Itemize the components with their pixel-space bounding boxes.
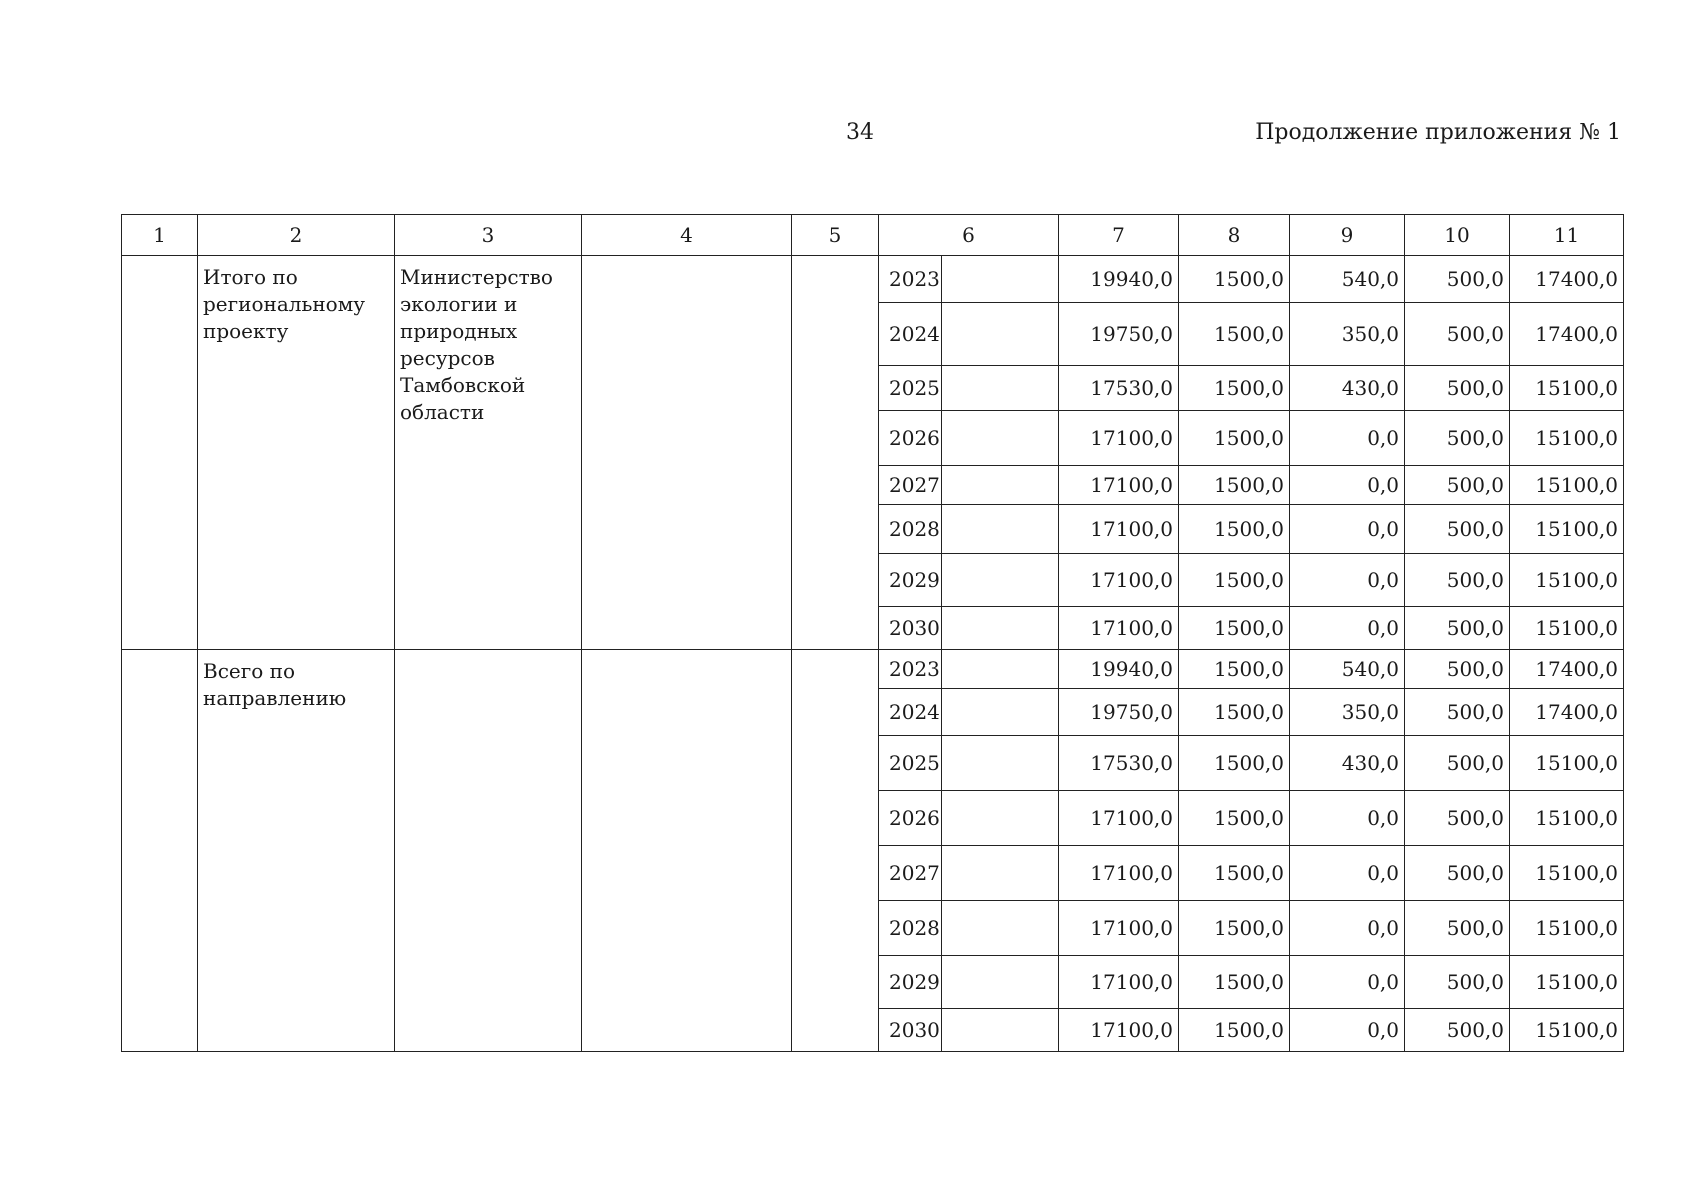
empty-cell bbox=[942, 736, 1059, 791]
year-cell: 2028 bbox=[879, 901, 942, 956]
value-col11: 15100,0 bbox=[1510, 791, 1624, 846]
value-col7: 17100,0 bbox=[1059, 505, 1179, 554]
value-col11: 17400,0 bbox=[1510, 303, 1624, 366]
group-label: Итого по региональному проекту bbox=[198, 256, 395, 650]
value-col7: 17530,0 bbox=[1059, 366, 1179, 411]
value-col7: 17100,0 bbox=[1059, 466, 1179, 505]
year-cell: 2026 bbox=[879, 411, 942, 466]
value-col11: 15100,0 bbox=[1510, 736, 1624, 791]
responsible-executor bbox=[395, 650, 582, 1052]
column-number-row bbox=[122, 215, 1624, 256]
value-col10: 500,0 bbox=[1405, 791, 1510, 846]
value-col8: 1500,0 bbox=[1179, 689, 1290, 736]
value-col8: 1500,0 bbox=[1179, 956, 1290, 1009]
value-col7: 17100,0 bbox=[1059, 607, 1179, 650]
year-cell: 2025 bbox=[879, 736, 942, 791]
value-col8: 1500,0 bbox=[1179, 1009, 1290, 1052]
year-cell: 2029 bbox=[879, 956, 942, 1009]
value-col11: 15100,0 bbox=[1510, 366, 1624, 411]
value-col9: 350,0 bbox=[1290, 303, 1405, 366]
value-col10: 500,0 bbox=[1405, 956, 1510, 1009]
empty-cell bbox=[942, 791, 1059, 846]
value-col9: 0,0 bbox=[1290, 607, 1405, 650]
responsible-executor: Министерство экологии и природных ресурсов Тамбовской области bbox=[395, 256, 582, 650]
value-col10: 500,0 bbox=[1405, 1009, 1510, 1052]
group-cell-empty bbox=[582, 256, 792, 650]
group-cell-empty bbox=[792, 256, 879, 650]
empty-cell bbox=[942, 956, 1059, 1009]
value-col9: 430,0 bbox=[1290, 736, 1405, 791]
value-col10: 500,0 bbox=[1405, 650, 1510, 689]
value-col9: 0,0 bbox=[1290, 791, 1405, 846]
table-row bbox=[122, 650, 1624, 689]
value-col11: 15100,0 bbox=[1510, 956, 1624, 1009]
value-col8: 1500,0 bbox=[1179, 411, 1290, 466]
value-col10: 500,0 bbox=[1405, 256, 1510, 303]
value-col11: 15100,0 bbox=[1510, 607, 1624, 650]
empty-cell bbox=[942, 846, 1059, 901]
value-col9: 0,0 bbox=[1290, 466, 1405, 505]
value-col8: 1500,0 bbox=[1179, 607, 1290, 650]
year-cell: 2025 bbox=[879, 366, 942, 411]
value-col11: 15100,0 bbox=[1510, 846, 1624, 901]
year-cell: 2023 bbox=[879, 650, 942, 689]
value-col9: 0,0 bbox=[1290, 1009, 1405, 1052]
group-cell-empty bbox=[792, 650, 879, 1052]
value-col7: 19940,0 bbox=[1059, 256, 1179, 303]
year-cell: 2027 bbox=[879, 466, 942, 505]
value-col11: 15100,0 bbox=[1510, 411, 1624, 466]
empty-cell bbox=[942, 505, 1059, 554]
value-col10: 500,0 bbox=[1405, 505, 1510, 554]
value-col11: 15100,0 bbox=[1510, 901, 1624, 956]
value-col9: 0,0 bbox=[1290, 956, 1405, 1009]
column-number: 1 bbox=[122, 215, 198, 256]
value-col10: 500,0 bbox=[1405, 736, 1510, 791]
empty-cell bbox=[942, 256, 1059, 303]
value-col10: 500,0 bbox=[1405, 366, 1510, 411]
year-cell: 2028 bbox=[879, 505, 942, 554]
empty-cell bbox=[942, 607, 1059, 650]
empty-cell bbox=[942, 1009, 1059, 1052]
value-col8: 1500,0 bbox=[1179, 846, 1290, 901]
year-cell: 2029 bbox=[879, 554, 942, 607]
value-col9: 540,0 bbox=[1290, 256, 1405, 303]
value-col10: 500,0 bbox=[1405, 411, 1510, 466]
value-col10: 500,0 bbox=[1405, 846, 1510, 901]
value-col11: 15100,0 bbox=[1510, 1009, 1624, 1052]
value-col7: 17100,0 bbox=[1059, 956, 1179, 1009]
value-col8: 1500,0 bbox=[1179, 650, 1290, 689]
value-col11: 15100,0 bbox=[1510, 554, 1624, 607]
column-number: 10 bbox=[1405, 215, 1510, 256]
column-number: 8 bbox=[1179, 215, 1290, 256]
value-col9: 0,0 bbox=[1290, 901, 1405, 956]
year-cell: 2030 bbox=[879, 607, 942, 650]
value-col7: 19940,0 bbox=[1059, 650, 1179, 689]
empty-cell bbox=[942, 901, 1059, 956]
value-col7: 19750,0 bbox=[1059, 303, 1179, 366]
value-col10: 500,0 bbox=[1405, 303, 1510, 366]
table-row bbox=[122, 256, 1624, 303]
empty-cell bbox=[942, 366, 1059, 411]
value-col8: 1500,0 bbox=[1179, 791, 1290, 846]
value-col8: 1500,0 bbox=[1179, 505, 1290, 554]
empty-cell bbox=[942, 303, 1059, 366]
value-col10: 500,0 bbox=[1405, 689, 1510, 736]
budget-table bbox=[121, 214, 1624, 1052]
value-col8: 1500,0 bbox=[1179, 256, 1290, 303]
value-col10: 500,0 bbox=[1405, 554, 1510, 607]
value-col7: 17530,0 bbox=[1059, 736, 1179, 791]
group-cell-empty bbox=[582, 650, 792, 1052]
value-col7: 17100,0 bbox=[1059, 791, 1179, 846]
value-col7: 17100,0 bbox=[1059, 554, 1179, 607]
year-cell: 2024 bbox=[879, 689, 942, 736]
value-col11: 17400,0 bbox=[1510, 689, 1624, 736]
value-col7: 17100,0 bbox=[1059, 901, 1179, 956]
value-col8: 1500,0 bbox=[1179, 901, 1290, 956]
group-cell-empty bbox=[122, 650, 198, 1052]
year-cell: 2027 bbox=[879, 846, 942, 901]
empty-cell bbox=[942, 689, 1059, 736]
year-cell: 2023 bbox=[879, 256, 942, 303]
year-cell: 2024 bbox=[879, 303, 942, 366]
value-col11: 17400,0 bbox=[1510, 256, 1624, 303]
column-number: 6 bbox=[879, 215, 1059, 256]
column-number: 9 bbox=[1290, 215, 1405, 256]
empty-cell bbox=[942, 650, 1059, 689]
column-number: 3 bbox=[395, 215, 582, 256]
column-number: 4 bbox=[582, 215, 792, 256]
column-number: 11 bbox=[1510, 215, 1624, 256]
value-col7: 17100,0 bbox=[1059, 411, 1179, 466]
value-col8: 1500,0 bbox=[1179, 554, 1290, 607]
value-col11: 15100,0 bbox=[1510, 505, 1624, 554]
empty-cell bbox=[942, 411, 1059, 466]
value-col11: 15100,0 bbox=[1510, 466, 1624, 505]
empty-cell bbox=[942, 554, 1059, 607]
value-col9: 0,0 bbox=[1290, 505, 1405, 554]
value-col8: 1500,0 bbox=[1179, 303, 1290, 366]
value-col10: 500,0 bbox=[1405, 901, 1510, 956]
value-col9: 430,0 bbox=[1290, 366, 1405, 411]
empty-cell bbox=[942, 466, 1059, 505]
appendix-continuation-note: Продолжение приложения № 1 bbox=[1255, 120, 1621, 145]
value-col11: 17400,0 bbox=[1510, 650, 1624, 689]
value-col9: 0,0 bbox=[1290, 411, 1405, 466]
column-number: 7 bbox=[1059, 215, 1179, 256]
value-col8: 1500,0 bbox=[1179, 466, 1290, 505]
value-col10: 500,0 bbox=[1405, 466, 1510, 505]
value-col9: 540,0 bbox=[1290, 650, 1405, 689]
value-col7: 17100,0 bbox=[1059, 1009, 1179, 1052]
value-col7: 17100,0 bbox=[1059, 846, 1179, 901]
value-col9: 350,0 bbox=[1290, 689, 1405, 736]
column-number: 5 bbox=[792, 215, 879, 256]
value-col7: 19750,0 bbox=[1059, 689, 1179, 736]
value-col9: 0,0 bbox=[1290, 846, 1405, 901]
value-col8: 1500,0 bbox=[1179, 736, 1290, 791]
value-col9: 0,0 bbox=[1290, 554, 1405, 607]
group-label: Всего по направлению bbox=[198, 650, 395, 1052]
column-number: 2 bbox=[198, 215, 395, 256]
page-number: 34 bbox=[846, 120, 874, 145]
year-cell: 2026 bbox=[879, 791, 942, 846]
value-col10: 500,0 bbox=[1405, 607, 1510, 650]
group-cell-empty bbox=[122, 256, 198, 650]
year-cell: 2030 bbox=[879, 1009, 942, 1052]
value-col8: 1500,0 bbox=[1179, 366, 1290, 411]
